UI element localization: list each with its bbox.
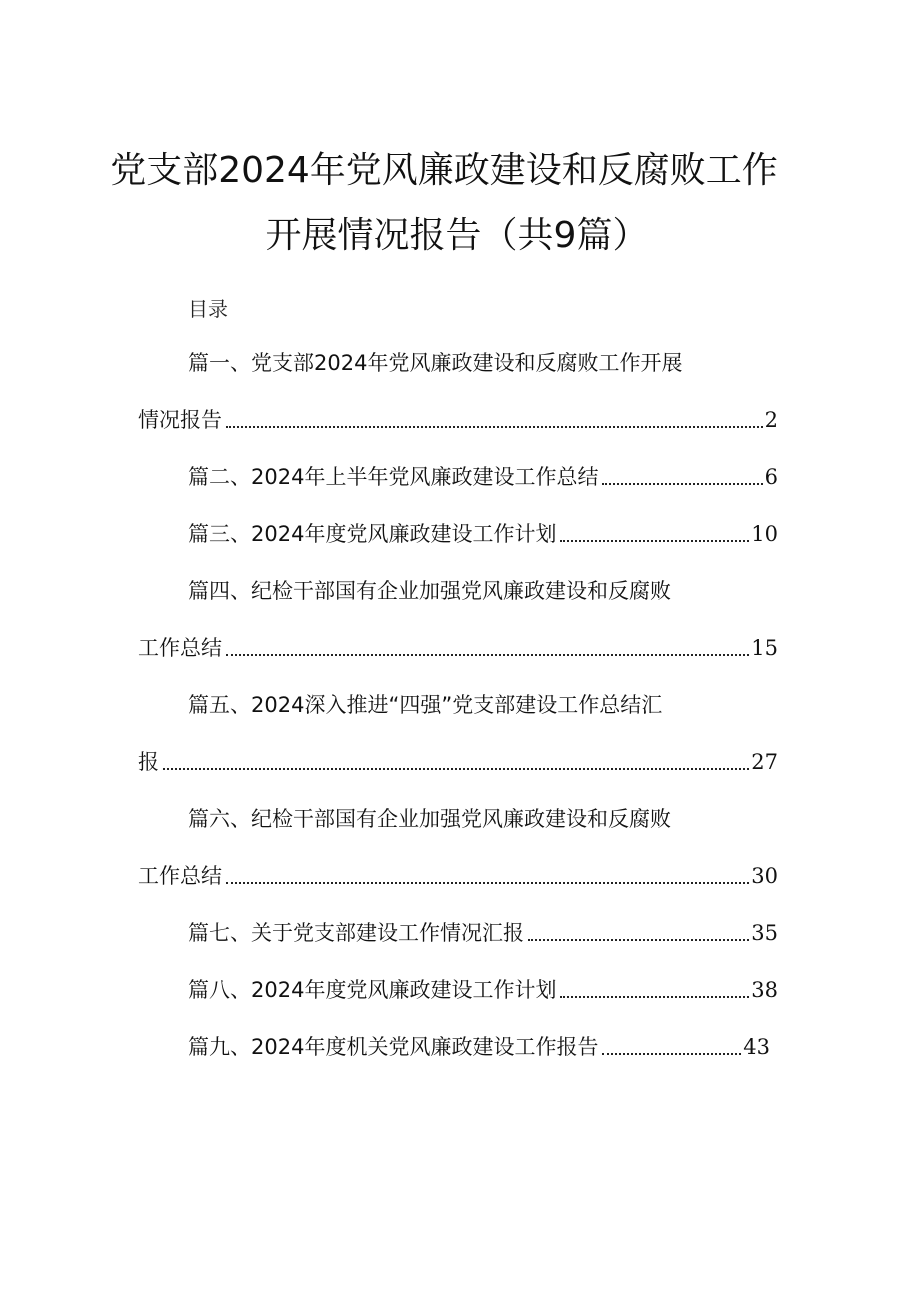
- toc-entry-4-line-1[interactable]: [188, 572, 671, 606]
- toc-leader-dots: [226, 633, 749, 663]
- toc-entry-2-page: 6: [764, 465, 778, 489]
- toc-entry-9-title: 篇九、2024年度机关党风廉政建设工作报告: [188, 1035, 599, 1059]
- toc-entry-4-title: 篇四、纪检干部国有企业加强党风廉政建设和反腐败: [188, 579, 671, 603]
- toc-entry-1-line-1[interactable]: [188, 344, 682, 378]
- toc-entry-1-page: 2: [764, 408, 778, 432]
- toc-entry-4-line-2[interactable]: [138, 629, 778, 663]
- toc-entry-8[interactable]: [188, 971, 778, 1005]
- toc-entry-7-title: 篇七、关于党支部建设工作情况汇报: [188, 921, 524, 945]
- document-title-line-2: 开展情况报告（共9篇）: [265, 215, 649, 256]
- toc-entry-5-title: 篇五、2024深入推进“四强”党支部建设工作总结汇: [188, 693, 663, 717]
- toc-leader-dots: [528, 918, 749, 948]
- toc-leader-dots: [226, 405, 763, 435]
- toc-entry-1-title: 篇一、党支部2024年党风廉政建设和反腐败工作开展: [188, 351, 683, 375]
- toc-entry-9-page: 43: [743, 1035, 770, 1059]
- toc-entry-1-title-continued: 情况报告: [138, 408, 222, 432]
- toc-entry-6-title-continued: 工作总结: [138, 864, 222, 888]
- toc-entry-3-page: 10: [751, 522, 778, 546]
- document-title-line-1: 党支部2024年党风廉政建设和反腐败工作: [110, 150, 778, 191]
- toc-entry-4-title-continued: 工作总结: [138, 636, 222, 660]
- toc-entry-7[interactable]: [188, 914, 778, 948]
- toc-entry-3[interactable]: [188, 515, 778, 549]
- toc-entry-5-title-continued: 报: [138, 750, 159, 774]
- toc-entry-6-title: 篇六、纪检干部国有企业加强党风廉政建设和反腐败: [188, 807, 671, 831]
- toc-entry-7-page: 35: [751, 921, 778, 945]
- toc-leader-dots: [560, 519, 749, 549]
- toc-entry-8-page: 38: [751, 978, 778, 1002]
- toc-entry-3-title: 篇三、2024年度党风廉政建设工作计划: [188, 522, 557, 546]
- toc-entry-6-line-2[interactable]: [138, 857, 778, 891]
- toc-leader-dots: [226, 861, 749, 891]
- toc-leader-dots: [163, 747, 749, 777]
- toc-entry-5-line-2[interactable]: [138, 743, 778, 777]
- toc-entry-9[interactable]: [188, 1028, 770, 1062]
- toc-entry-5-page: 27: [751, 750, 778, 774]
- toc-heading: 目录: [188, 297, 228, 321]
- toc-entry-4-page: 15: [751, 636, 778, 660]
- toc-entry-2-title: 篇二、2024年上半年党风廉政建设工作总结: [188, 465, 599, 489]
- toc-entry-6-line-1[interactable]: [188, 800, 671, 834]
- toc-entry-8-title: 篇八、2024年度党风廉政建设工作计划: [188, 978, 557, 1002]
- toc-leader-dots: [602, 1032, 741, 1062]
- toc-leader-dots: [602, 462, 762, 492]
- toc-entry-2[interactable]: [188, 458, 778, 492]
- toc-entry-1-line-2[interactable]: [138, 401, 778, 435]
- toc-entry-6-page: 30: [751, 864, 778, 888]
- toc-leader-dots: [560, 975, 749, 1005]
- toc-entry-5-line-1[interactable]: [188, 686, 662, 720]
